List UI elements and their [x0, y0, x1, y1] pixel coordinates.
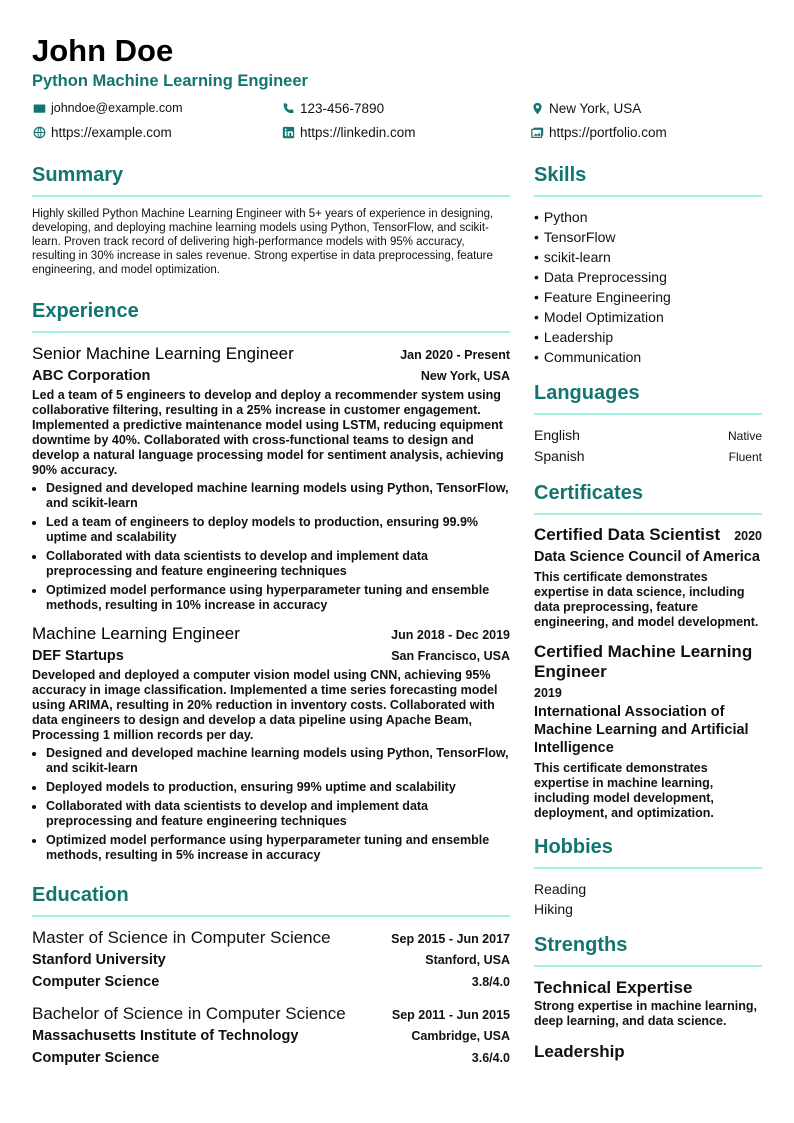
email-text: johndoe@example.com: [51, 101, 183, 115]
website-link: https://example.com: [51, 124, 172, 140]
skills-list: [534, 207, 762, 367]
skills-section: [534, 163, 762, 367]
contact-email[interactable]: [32, 99, 281, 117]
hobby-item: Reading: [534, 881, 587, 897]
company-name: ABC Corporation: [32, 368, 151, 384]
education-entry: [32, 927, 510, 993]
language-name: Spanish: [534, 448, 585, 464]
education-entry: [32, 1003, 510, 1069]
certificate-title: Certified Data Scientist: [534, 525, 721, 544]
job-date: Jun 2018 - Dec 2019: [391, 628, 510, 642]
job-bullet: • Led a team of engineers to deploy models to production, ensuring 99.9% uptime and scalability: [46, 515, 510, 545]
job-description: Led a team of 5 engineers to develop and deploy a recommender system using collaborative filtering, resulting in a 25% increase in customer engagement. Implemented a predictive maintenance model using LSTM, reducing equipment downtime by 40%. Collaborated with cross-functional teams to design and develop a natural language processing model for sentiment analysis, achieving 90% accuracy.: [32, 388, 504, 477]
language-level: Native: [727, 429, 762, 443]
degree: Bachelor of Science in Computer Science: [32, 1004, 346, 1023]
skills-heading: Skills: [534, 164, 587, 186]
certificate-year: 2019: [534, 686, 562, 700]
section-divider: [32, 331, 510, 333]
gpa: 3.8/4.0: [471, 975, 510, 989]
languages-section: [534, 381, 762, 467]
strengths-section: [534, 933, 762, 1063]
contact-info: [32, 99, 762, 141]
email-icon: [32, 101, 46, 115]
experience-section: [32, 299, 510, 863]
job-bullet: • Designed and developed machine learning models using Python, TensorFlow, and scikit-learn: [46, 481, 510, 511]
certificates-heading: Certificates: [534, 482, 643, 504]
job-bullet: • Collaborated with data scientists to develop and implement data preprocessing and feature engineering techniques: [46, 799, 510, 829]
education-date: Sep 2011 - Jun 2015: [391, 1008, 510, 1022]
certificate-issuer: Data Science Council of America: [534, 549, 760, 565]
education-date: Sep 2015 - Jun 2017: [391, 932, 510, 946]
job-title: Senior Machine Learning Engineer: [32, 344, 294, 363]
map-pin-icon: [530, 101, 544, 115]
section-divider: [534, 965, 762, 967]
language-name: English: [534, 427, 580, 443]
strengths-heading: Strengths: [534, 934, 628, 956]
summary-text: Highly skilled Python Machine Learning Engineer with 5+ years of experience in designing, developing, and deploying machine learning models using Python, TensorFlow, and scikit-learn. Proven track record of delivering high-performance models with 95% accuracy, resulting in 30% increase in sales revenue. Strong expertise in data preprocessing, feature engineering, and model optimization.: [32, 208, 494, 276]
globe-icon: [32, 125, 46, 139]
job-description: Developed and deployed a computer vision model using CNN, achieving 95% accuracy in image classification. Implemented a time series forecasting model using ARIMA, resulting in 20% reduction in inventory costs. Collaborated with data engineers to design and develop a data pipeline using Apache Beam, Processing 1 million records per day.: [32, 668, 498, 742]
certificate-description: This certificate demonstrates expertise in data science, including data preprocessing, feature engineering, and model development.: [534, 570, 759, 629]
field-of-study: Computer Science: [32, 974, 160, 990]
portfolio-icon: [530, 125, 544, 139]
certificate-entry: [534, 642, 762, 821]
contact-portfolio[interactable]: [530, 123, 762, 141]
strength-description: Strong expertise in machine learning, deep learning, and data science.: [534, 999, 757, 1028]
school-location: Stanford, USA: [425, 953, 510, 967]
language-item: [534, 446, 762, 467]
job-bullet: • Designed and developed machine learning models using Python, TensorFlow, and scikit-learn: [46, 746, 510, 776]
linkedin-link: https://linkedin.com: [300, 124, 416, 140]
school-name: Stanford University: [32, 952, 166, 968]
certificate-year: 2020: [734, 529, 762, 543]
portfolio-link: https://portfolio.com: [549, 124, 667, 140]
company-name: DEF Startups: [32, 648, 124, 664]
languages-heading: Languages: [534, 382, 640, 404]
strength-title: Leadership: [534, 1042, 625, 1061]
skill-item: • scikit-learn: [534, 247, 762, 267]
contact-website[interactable]: [32, 123, 281, 141]
skill-item: • Model Optimization: [534, 307, 762, 327]
candidate-name: John Doe: [32, 33, 174, 68]
job-location: San Francisco, USA: [391, 649, 510, 663]
job-bullet: • Optimized model performance using hyperparameter tuning and ensemble methods, resulting in 10% increase in accuracy: [46, 583, 510, 613]
hobbies-section: [534, 835, 762, 919]
side-column: [534, 163, 762, 1083]
hobby-item: Hiking: [534, 901, 573, 917]
job-bullet: • Deployed models to production, ensuring 99% uptime and scalability: [46, 780, 510, 795]
education-heading: Education: [32, 884, 129, 906]
skill-item: • Communication: [534, 347, 762, 367]
education-section: [32, 883, 510, 1069]
job-location: New York, USA: [420, 369, 510, 383]
section-divider: [32, 195, 510, 197]
school-location: Cambridge, USA: [411, 1029, 510, 1043]
section-divider: [32, 915, 510, 917]
job-entry: [32, 623, 510, 863]
skill-item: • Python: [534, 207, 762, 227]
experience-heading: Experience: [32, 300, 139, 322]
job-bullet: • Optimized model performance using hyperparameter tuning and ensemble methods, resulting in 5% increase in accuracy: [46, 833, 510, 863]
skill-item: • Data Preprocessing: [534, 267, 762, 287]
certificate-description: This certificate demonstrates expertise in machine learning, including model development, deployment, and optimization.: [534, 761, 714, 820]
job-bullets: [32, 746, 510, 863]
main-column: [32, 163, 510, 1083]
skill-item: • Leadership: [534, 327, 762, 347]
school-name: Massachusetts Institute of Technology: [32, 1028, 299, 1044]
skill-item: • TensorFlow: [534, 227, 762, 247]
contact-location: [530, 99, 762, 117]
job-entry: [32, 343, 510, 613]
location-text: New York, USA: [549, 100, 642, 116]
section-divider: [534, 513, 762, 515]
strength-title: Technical Expertise: [534, 978, 693, 997]
certificate-issuer: International Association of Machine Learning and Artificial Intelligence: [534, 704, 749, 756]
section-divider: [534, 413, 762, 415]
headline: Python Machine Learning Engineer: [32, 72, 308, 90]
certificate-title: Certified Machine Learning Engineer: [534, 642, 753, 681]
summary-section: [32, 163, 510, 277]
job-date: Jan 2020 - Present: [400, 348, 510, 362]
section-divider: [534, 867, 762, 869]
gpa: 3.6/4.0: [471, 1051, 510, 1065]
phone-icon: [281, 101, 295, 115]
job-bullet: • Collaborated with data scientists to develop and implement data preprocessing and feature engineering techniques: [46, 549, 510, 579]
hobbies-heading: Hobbies: [534, 836, 613, 858]
contact-linkedin[interactable]: [281, 123, 530, 141]
phone-text: 123-456-7890: [300, 100, 385, 116]
field-of-study: Computer Science: [32, 1050, 160, 1066]
contact-phone[interactable]: [281, 99, 530, 117]
skill-item: • Feature Engineering: [534, 287, 762, 307]
job-title: Machine Learning Engineer: [32, 624, 240, 643]
section-divider: [534, 195, 762, 197]
job-bullets: [32, 481, 510, 613]
certificates-section: [534, 481, 762, 821]
summary-heading: Summary: [32, 164, 124, 186]
linkedin-icon: [281, 125, 295, 139]
language-level: Fluent: [728, 450, 762, 464]
language-item: [534, 425, 762, 446]
degree: Master of Science in Computer Science: [32, 928, 331, 947]
certificate-entry: [534, 525, 762, 630]
resume-page: [32, 34, 762, 1083]
